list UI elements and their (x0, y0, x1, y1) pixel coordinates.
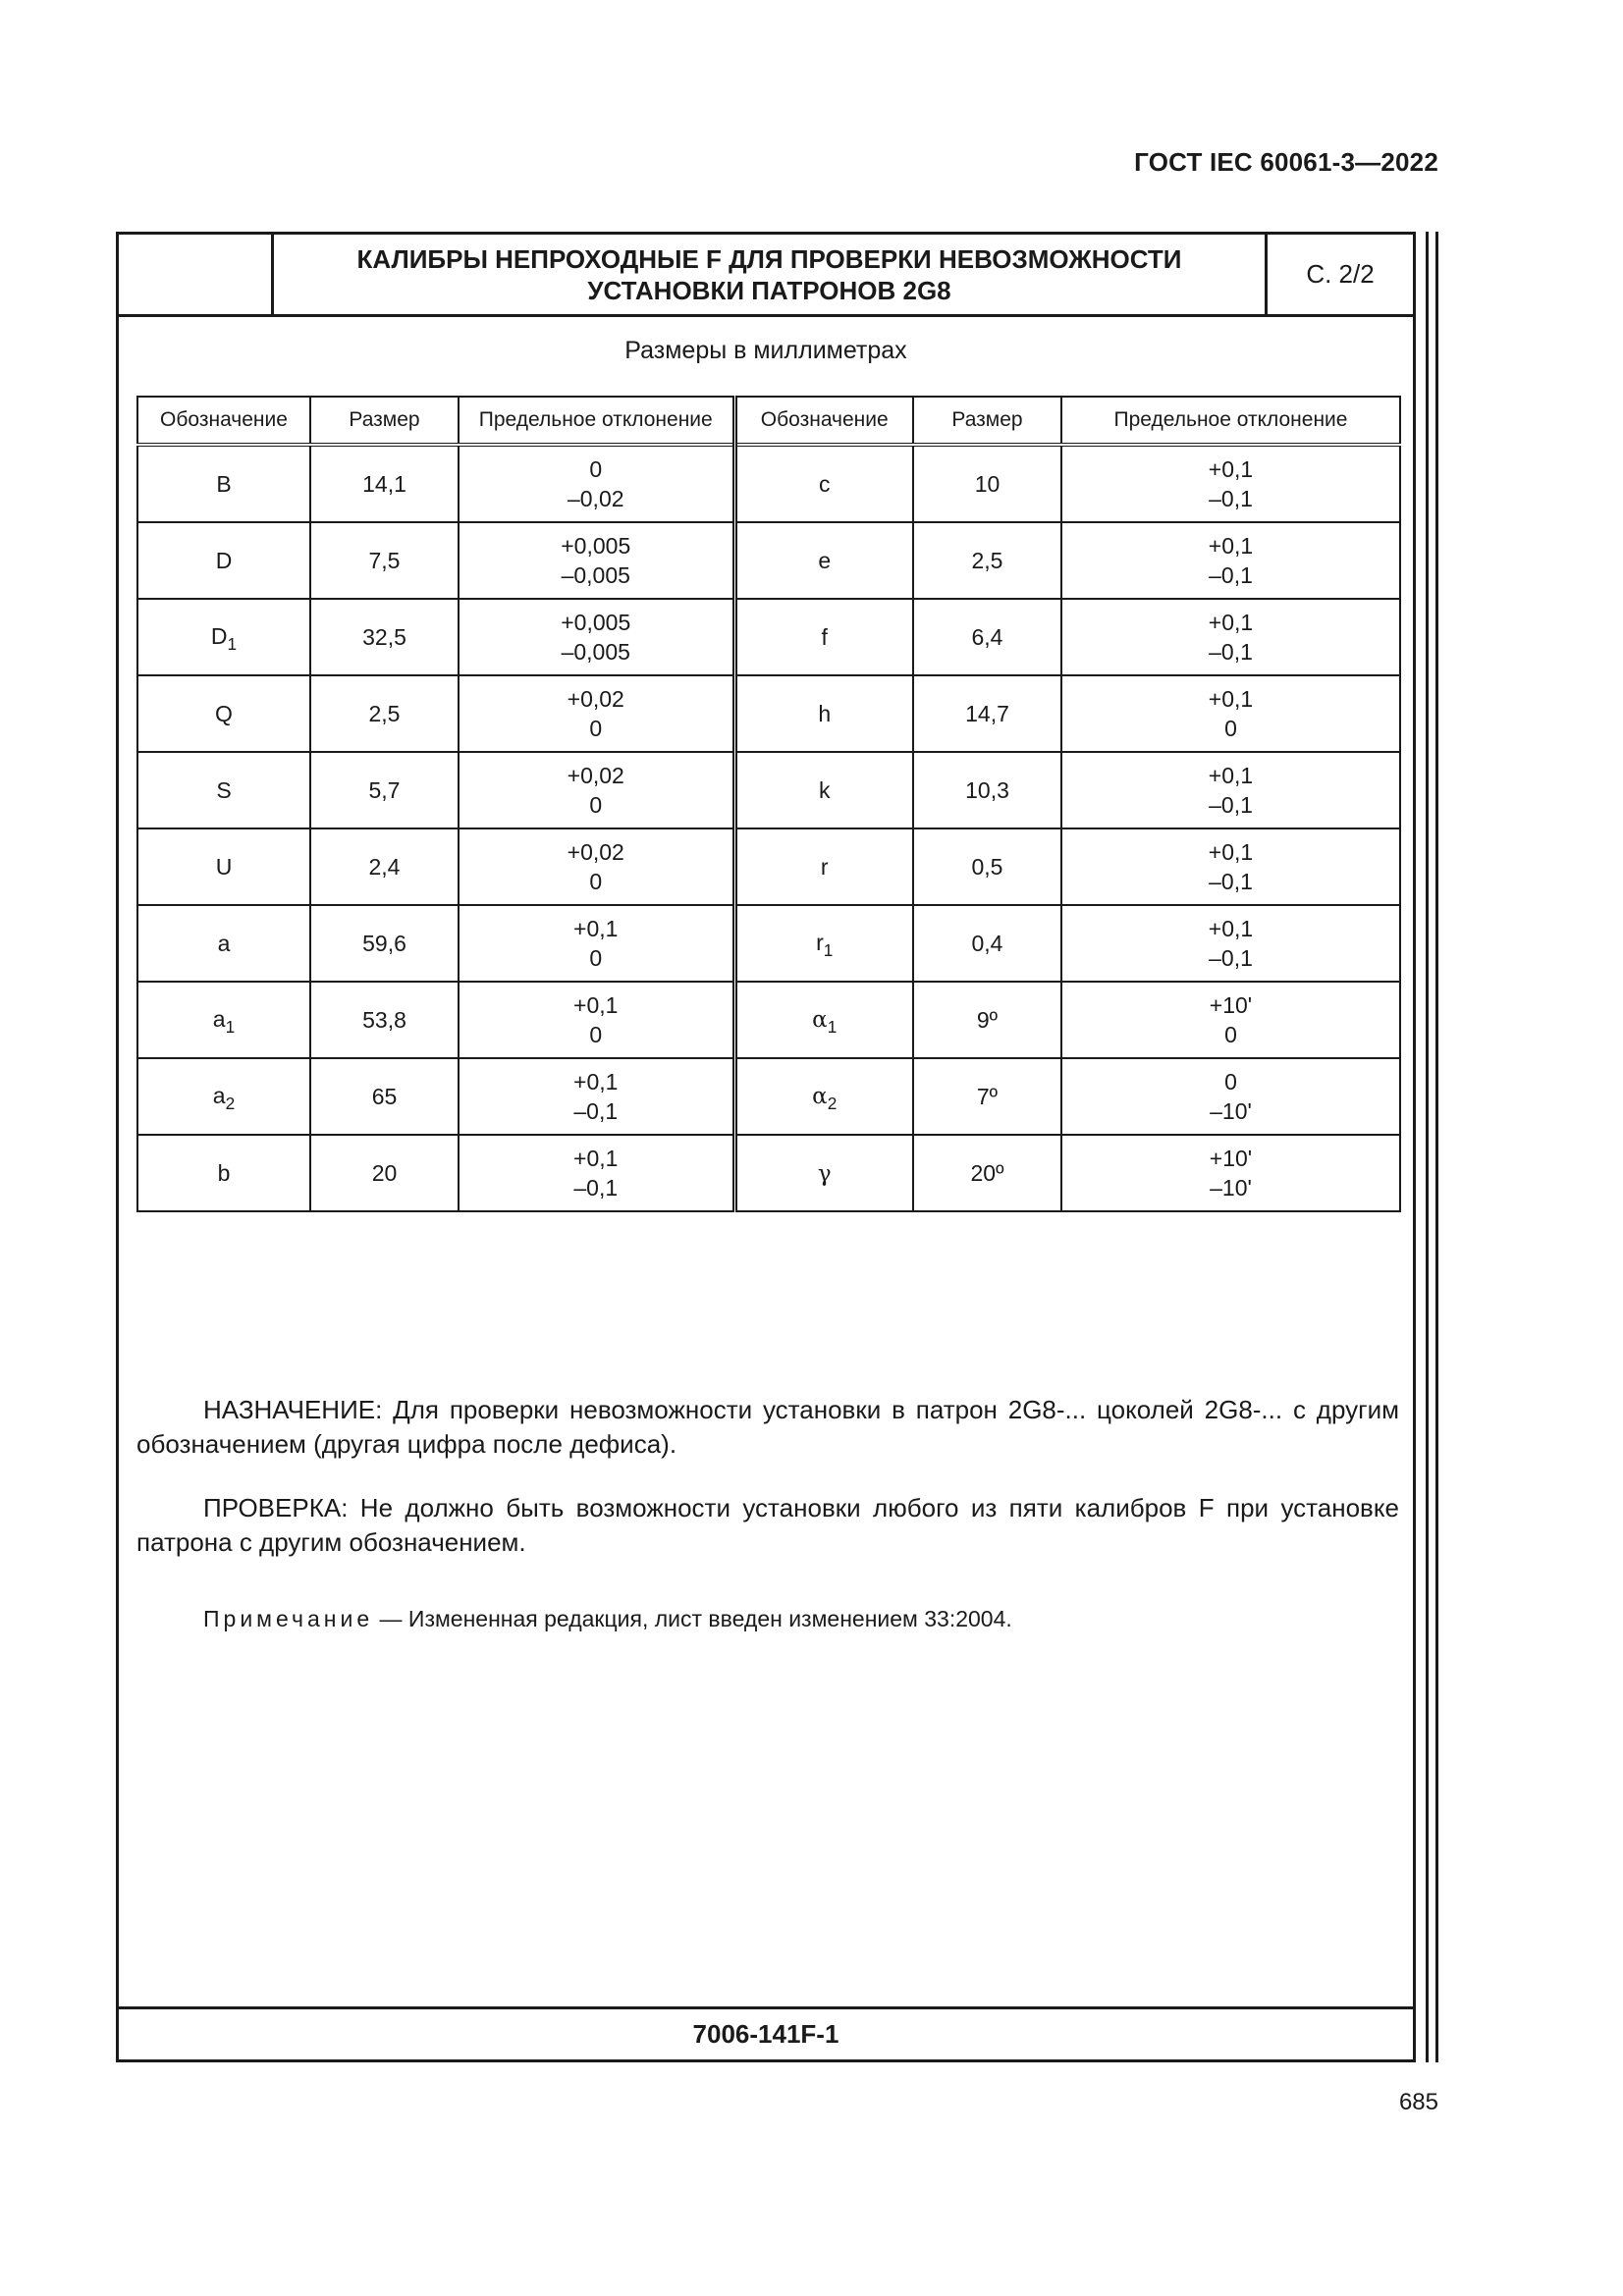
table-row (137, 982, 1400, 1058)
note-text: — Измененная редакция, лист введен изменением 33:2004. (373, 1606, 1012, 1631)
tolerance-cell: 0 –10' (1061, 1058, 1400, 1135)
designation-cell (137, 1135, 310, 1211)
tolerance-cell: +0,005 –0,005 (459, 599, 734, 675)
designation-symbol: h (818, 701, 832, 726)
column-header: Предельное отклонение (1061, 397, 1400, 445)
designation-symbol: k (819, 777, 831, 803)
tolerance-cell: +0,1 0 (459, 905, 734, 982)
size-cell: 9º (913, 982, 1061, 1058)
size-cell: 14,1 (310, 445, 459, 522)
tolerance-cell: +0,02 0 (459, 675, 734, 752)
table-row (137, 522, 1400, 599)
tolerance-cell: +0,02 0 (459, 828, 734, 905)
table-row (137, 445, 1400, 522)
designation-cell (734, 599, 913, 675)
designation-cell (137, 905, 310, 982)
tolerance-cell: +0,1 –0,1 (1061, 905, 1400, 982)
designation-symbol: r (820, 854, 829, 880)
sheet-header (119, 235, 1413, 317)
tolerance-cell: +0,1 –0,1 (1061, 828, 1400, 905)
tolerance-cell: +0,1 0 (459, 982, 734, 1058)
designation-subscript: 2 (827, 1094, 838, 1114)
designation-symbol: b (217, 1160, 231, 1186)
dimensions-table (136, 396, 1401, 1212)
designation-cell (137, 828, 310, 905)
column-header: Размер (310, 397, 459, 445)
designation-cell (137, 522, 310, 599)
tolerance-cell: +0,1 –0,1 (459, 1058, 734, 1135)
designation-symbol: γ (817, 1160, 832, 1187)
designation-symbol: D (210, 623, 228, 649)
size-cell: 14,7 (913, 675, 1061, 752)
size-cell: 10 (913, 445, 1061, 522)
designation-symbol: f (821, 624, 828, 650)
units-note: Размеры в миллиметрах (624, 337, 907, 364)
size-cell: 20 (310, 1135, 459, 1211)
designation-cell (137, 752, 310, 828)
designation-cell (734, 1135, 913, 1211)
tolerance-cell: +0,1 –0,1 (459, 1135, 734, 1211)
designation-cell (137, 982, 310, 1058)
designation-subscript: 1 (827, 1017, 838, 1038)
column-header: Обозначение (734, 397, 913, 445)
designation-subscript: 1 (823, 940, 834, 961)
designation-cell (734, 522, 913, 599)
designation-cell (734, 445, 913, 522)
designation-subscript: 1 (227, 634, 238, 655)
designation-symbol: a (212, 1006, 226, 1032)
table-header-row (137, 397, 1400, 445)
frame-side-line (1426, 232, 1429, 2062)
size-cell: 2,5 (913, 522, 1061, 599)
size-cell: 0,4 (913, 905, 1061, 982)
designation-cell (734, 982, 913, 1058)
designation-symbol: a (217, 931, 231, 956)
table-body (137, 445, 1400, 1211)
size-cell: 65 (310, 1058, 459, 1135)
tolerance-cell: +0,1 –0,1 (1061, 522, 1400, 599)
tolerance-cell: +10' 0 (1061, 982, 1400, 1058)
column-header: Обозначение (137, 397, 310, 445)
size-cell: 7º (913, 1058, 1061, 1135)
designation-cell (734, 828, 913, 905)
table-row (137, 599, 1400, 675)
designation-cell (137, 445, 310, 522)
tolerance-cell: +0,1 –0,1 (1061, 599, 1400, 675)
designation-symbol: α (812, 1007, 828, 1033)
size-cell: 6,4 (913, 599, 1061, 675)
designation-subscript: 1 (225, 1017, 236, 1038)
designation-symbol: U (215, 854, 233, 880)
sheet-frame (116, 232, 1416, 2062)
size-cell: 20º (913, 1135, 1061, 1211)
designation-symbol: B (216, 471, 232, 497)
table-row (137, 828, 1400, 905)
designation-symbol: Q (215, 701, 233, 726)
note-label: Примечание (203, 1606, 374, 1631)
table-row (137, 675, 1400, 752)
size-cell: 2,4 (310, 828, 459, 905)
table-row (137, 752, 1400, 828)
size-cell: 53,8 (310, 982, 459, 1058)
document-code: ГОСТ IEC 60061-3—2022 (1134, 147, 1438, 177)
tolerance-cell: 0 –0,02 (459, 445, 734, 522)
size-cell: 10,3 (913, 752, 1061, 828)
check-paragraph: ПРОВЕРКА: Не должно быть возможности установки любого из пяти калибров F при установке патрона с другим обозначением. (136, 1493, 1399, 1557)
designation-cell (734, 675, 913, 752)
designation-symbol: r (816, 930, 824, 955)
column-header: Предельное отклонение (459, 397, 734, 445)
page-number: 685 (1398, 2089, 1438, 2115)
size-cell: 5,7 (310, 752, 459, 828)
tolerance-cell: +0,005 –0,005 (459, 522, 734, 599)
size-cell: 0,5 (913, 828, 1061, 905)
size-cell: 32,5 (310, 599, 459, 675)
designation-symbol: a (212, 1083, 226, 1108)
frame-side-line (1435, 232, 1438, 2062)
designation-symbol: S (216, 777, 232, 803)
designation-cell (734, 905, 913, 982)
designation-symbol: e (818, 548, 832, 573)
designation-symbol: α (812, 1084, 828, 1109)
header-empty-cell (119, 235, 274, 314)
purpose-paragraph: НАЗНАЧЕНИЕ: Для проверки невозможности установки в патрон 2G8-... цоколей 2G8-... с другим обозначением (другая цифра после дефиса). (136, 1395, 1399, 1459)
sheet-title: КАЛИБРЫ НЕПРОХОДНЫЕ F ДЛЯ ПРОВЕРКИ НЕВОЗМОЖНОСТИ УСТАНОВКИ ПАТРОНОВ 2G8 (274, 235, 1268, 314)
tolerance-cell: +10' –10' (1061, 1135, 1400, 1211)
size-cell: 7,5 (310, 522, 459, 599)
column-header: Размер (913, 397, 1061, 445)
sheet-footer-code: 7006-141F-1 (119, 2006, 1413, 2059)
designation-subscript: 2 (225, 1094, 236, 1114)
table-row (137, 1135, 1400, 1211)
size-cell: 2,5 (310, 675, 459, 752)
sheet-number: С. 2/2 (1306, 259, 1375, 289)
size-cell: 59,6 (310, 905, 459, 982)
tolerance-cell: +0,1 –0,1 (1061, 445, 1400, 522)
tolerance-cell: +0,1 –0,1 (1061, 752, 1400, 828)
tolerance-cell: +0,1 0 (1061, 675, 1400, 752)
note (203, 1606, 1012, 1632)
designation-cell (137, 599, 310, 675)
designation-cell (734, 1058, 913, 1135)
table-row (137, 1058, 1400, 1135)
table-row (137, 905, 1400, 982)
designation-symbol: c (819, 471, 831, 497)
designation-cell (137, 1058, 310, 1135)
tolerance-cell: +0,02 0 (459, 752, 734, 828)
designation-symbol: D (215, 548, 233, 573)
designation-cell (734, 752, 913, 828)
designation-cell (137, 675, 310, 752)
